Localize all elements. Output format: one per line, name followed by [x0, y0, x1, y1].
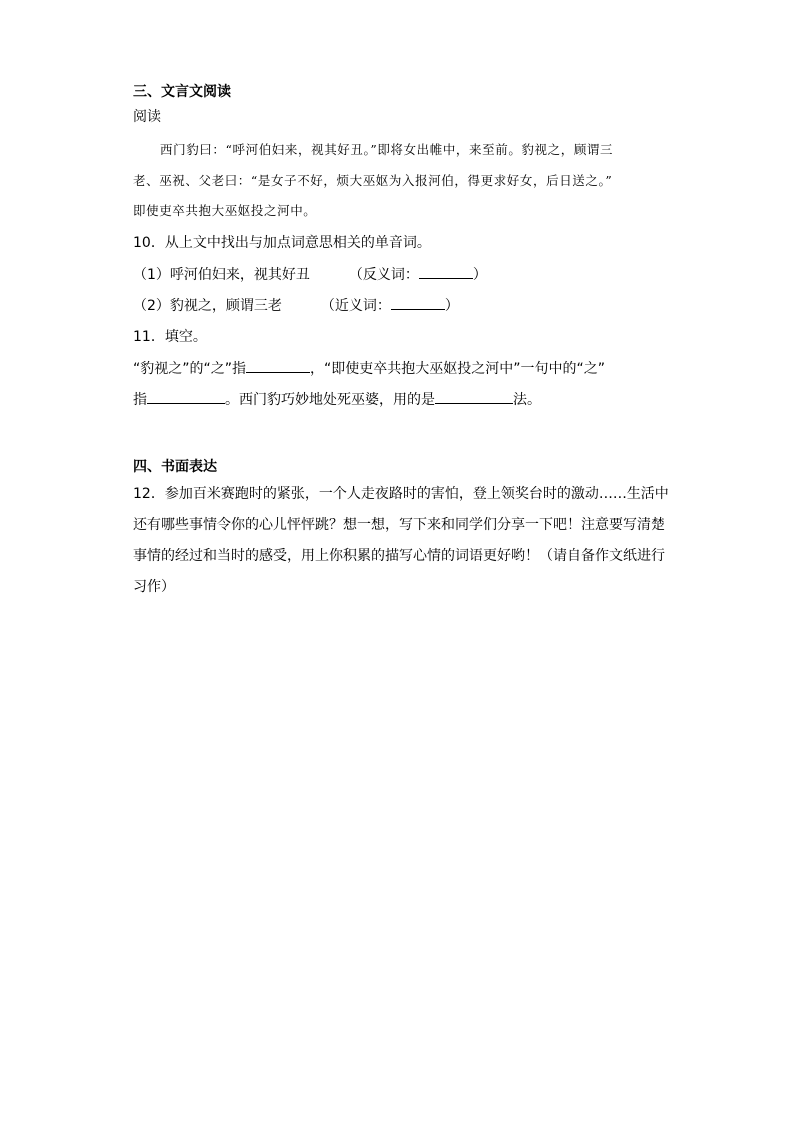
q11-line1-a: “豹视之”的“之”指	[133, 361, 247, 377]
answer-blank-method[interactable]	[435, 389, 513, 404]
answer-blank-synonym[interactable]	[391, 295, 445, 310]
question-10-stem: 10．从上文中找出与加点词意思相关的单音词。	[133, 235, 431, 251]
section3-heading: 三、文言文阅读	[133, 84, 231, 100]
answer-blank-zhi-2[interactable]	[147, 389, 225, 404]
q11-line2-b: 。西门豹巧妙地处死巫婆，用的是	[225, 392, 435, 408]
q11-line1-b: ，“即使吏卒共抱大巫妪投之河中”一句中的“之”	[310, 361, 606, 377]
question-10-item-2	[133, 295, 459, 316]
question-12-line-4: 习作）	[133, 579, 175, 595]
q10-item1-hint-suffix: ）	[472, 267, 487, 283]
question-12-line-1: 12．参加百米赛跑时的紧张，一个人走夜路时的害怕，登上领奖台时的激动……生活中	[133, 486, 669, 502]
q10-item2-hint-suffix: ）	[444, 298, 459, 314]
q11-line2-c: 法。	[513, 392, 541, 408]
question-11-line-1	[133, 358, 605, 379]
passage-line-1: 西门豹曰：“呼河伯妇来，视其好丑。”即将女出帷中，来至前。豹视之，顾谓三	[160, 142, 614, 157]
passage-line-2: 老、巫祝、父老曰：“是女子不好，烦大巫妪为入报河伯，得更求好女，后日送之。”	[133, 173, 613, 188]
question-10-item-1	[133, 264, 487, 285]
section4-heading: 四、书面表达	[133, 459, 217, 475]
question-12-line-2: 还有哪些事情令你的心儿怦怦跳？想一想，写下来和同学们分享一下吧！注意要写清楚	[133, 517, 665, 533]
q10-item1-hint-prefix: （反义词：	[348, 267, 419, 283]
answer-blank-antonym[interactable]	[419, 264, 473, 279]
question-12-line-3: 事情的经过和当时的感受，用上你积累的描写心情的词语更好哟！（请自备作文纸进行	[133, 548, 665, 564]
q11-line2-a: 指	[133, 392, 147, 408]
q10-item2-hint-prefix: （近义词：	[320, 298, 391, 314]
q10-item2-text: （2）豹视之，顾谓三老	[133, 298, 282, 314]
question-11-line-2	[133, 389, 541, 410]
question-11-stem: 11．填空。	[133, 329, 207, 345]
passage-line-3: 即使吏卒共抱大巫妪投之河中。	[133, 203, 317, 218]
section3-subheading: 阅读	[133, 109, 161, 125]
q10-item1-text: （1）呼河伯妇来，视其好丑	[133, 267, 310, 283]
answer-blank-zhi-1[interactable]	[246, 358, 310, 373]
